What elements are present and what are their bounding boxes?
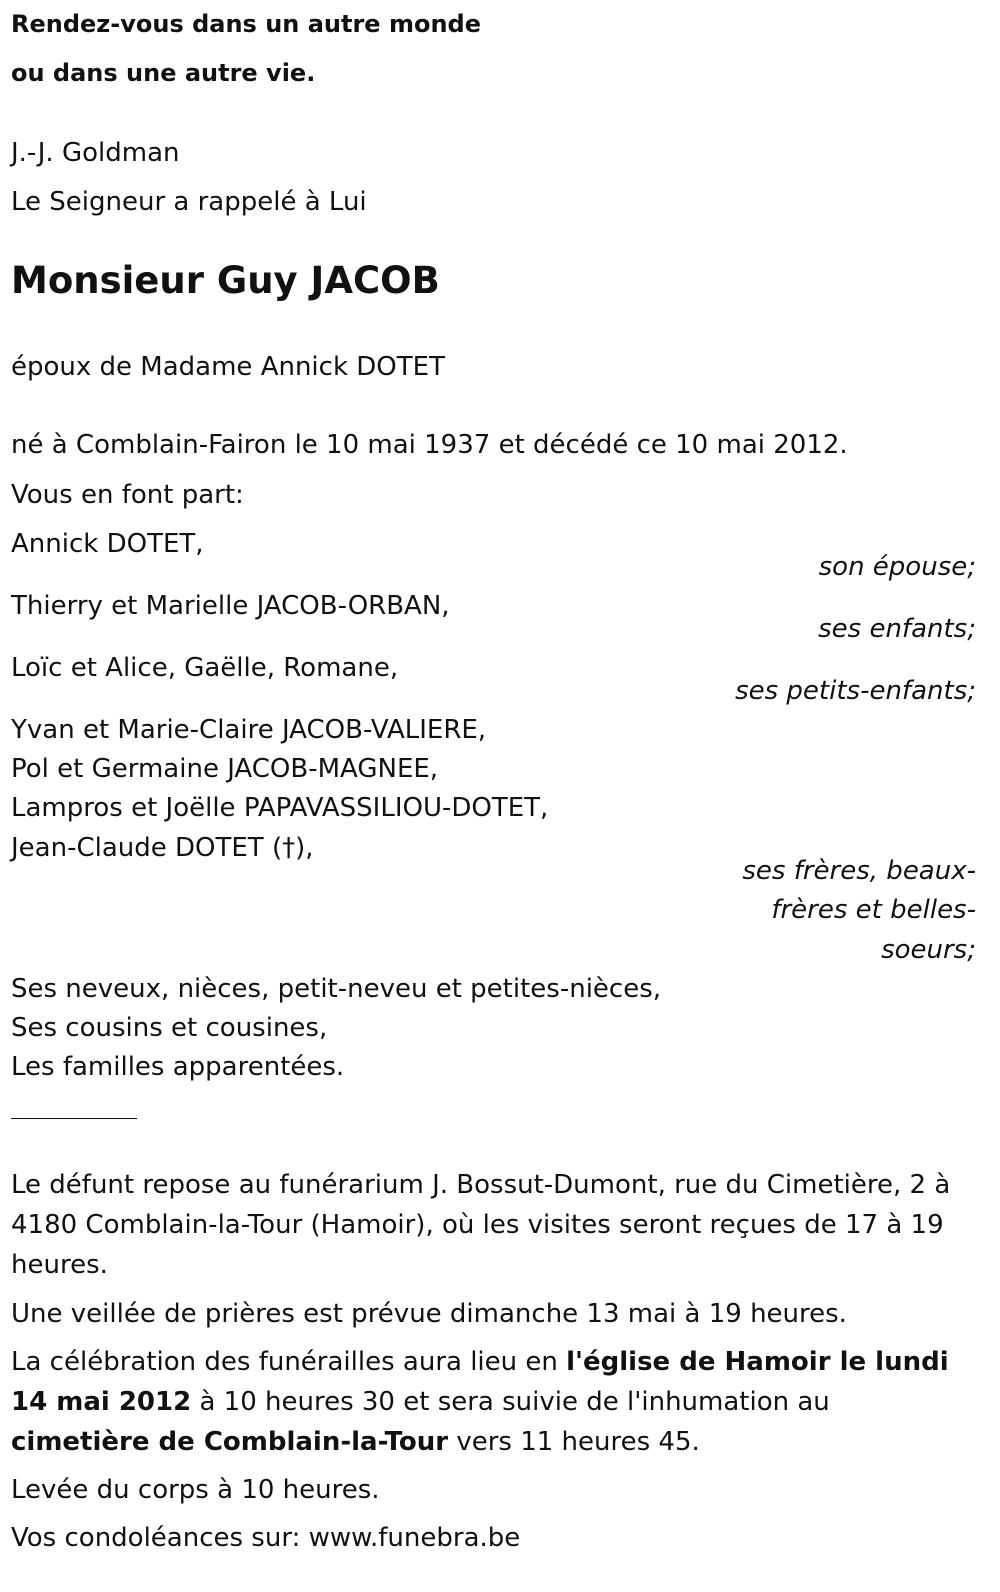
spouse-role: son épouse; [818, 552, 976, 582]
sibling-line: Yvan et Marie-Claire JACOB-VALIERE, [11, 715, 487, 745]
siblings-role-line: frères et belles- [771, 895, 976, 925]
deceased-name: Monsieur Guy JACOB [11, 259, 440, 302]
children-names: Thierry et Marielle JACOB-ORBAN, [11, 591, 450, 621]
vigil-paragraph: Une veillée de prières est prévue dimanche 13 mai à 19 heures. [11, 1299, 847, 1329]
grandchildren-names: Loïc et Alice, Gaëlle, Romane, [11, 653, 399, 683]
funeral-church: l'église de Hamoir le lundi 14 mai 2012 [11, 1347, 949, 1417]
others-line: Les familles apparentées. [11, 1052, 345, 1082]
sibling-line: Pol et Germaine JACOB-MAGNEE, [11, 754, 439, 784]
dates-line: né à Comblain-Fairon le 10 mai 1937 et décédé ce 10 mai 2012. [11, 430, 848, 460]
levee-paragraph: Levée du corps à 10 heures. [11, 1475, 380, 1505]
others-line: Ses neveux, nièces, petit-neveu et petites-nièces, [11, 974, 662, 1004]
announce-line: Vous en font part: [11, 480, 244, 510]
sibling-line: Lampros et Joëlle PAPAVASSILIOU-DOTET, [11, 793, 549, 823]
funeral-paragraph [11, 1342, 971, 1462]
intro-text: Le Seigneur a rappelé à Lui [11, 187, 367, 217]
funeral-text: vers 11 heures 45. [448, 1427, 700, 1457]
siblings-role-line: ses frères, beaux- [742, 856, 976, 886]
rest-paragraph: Le défunt repose au funérarium J. Bossut-Dumont, rue du Cimetière, 2 à 4180 Comblain-la-Tour (Hamoir), où les visites seront reçues de 17 à 19 heures. [11, 1170, 951, 1280]
separator-line [11, 1118, 137, 1119]
others-line: Ses cousins et cousines, [11, 1013, 328, 1043]
funeral-text: à 10 heures 30 et sera suivie de l'inhumation au [191, 1387, 830, 1417]
funeral-text: La célébration des funérailles aura lieu en [11, 1347, 567, 1377]
funeral-cemetery: cimetière de Comblain-la-Tour [11, 1427, 449, 1457]
grandchildren-role: ses petits-enfants; [735, 676, 976, 706]
children-role: ses enfants; [818, 614, 976, 644]
spouse-line: époux de Madame Annick DOTET [11, 352, 445, 382]
quote-author: J.-J. Goldman [11, 138, 180, 168]
spouse-name: Annick DOTET, [11, 529, 204, 559]
sibling-line: Jean-Claude DOTET (†), [11, 833, 314, 863]
siblings-role-line: soeurs; [881, 935, 976, 965]
quote-line-1: Rendez-vous dans un autre monde [11, 10, 481, 38]
condolences-paragraph: Vos condoléances sur: www.funebra.be [11, 1523, 521, 1553]
quote-line-2: ou dans une autre vie. [11, 59, 316, 87]
